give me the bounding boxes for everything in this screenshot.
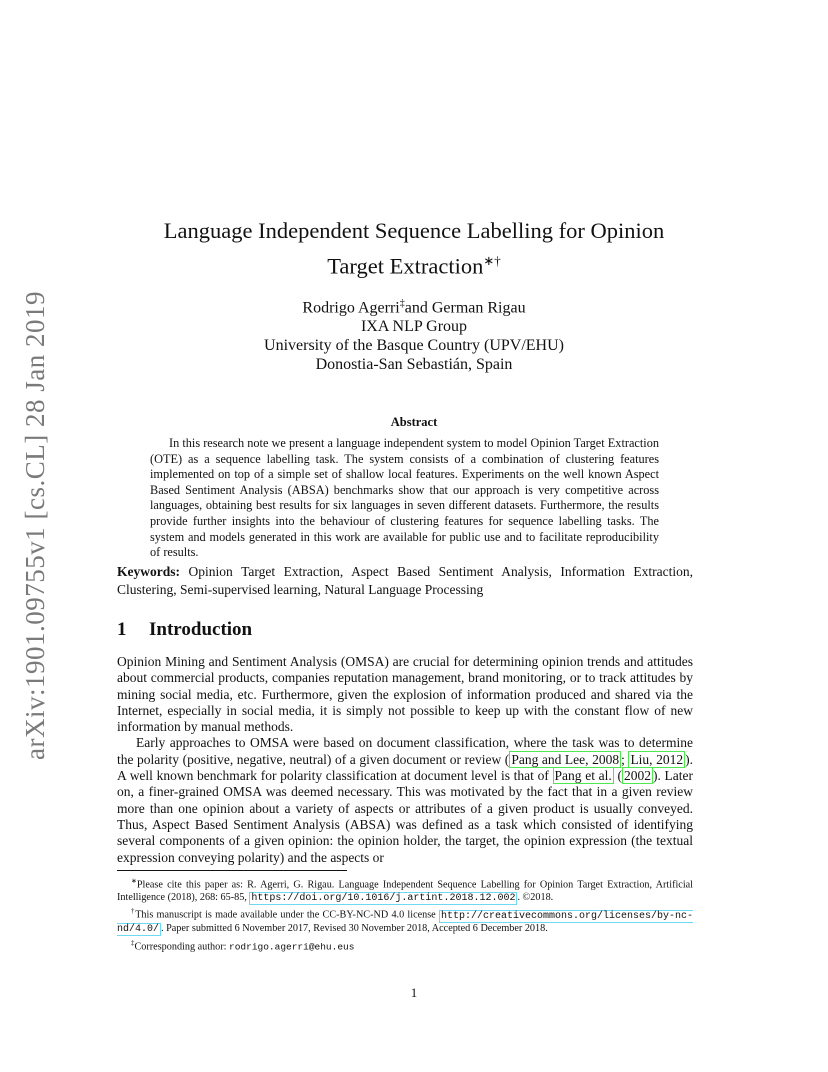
citation-link-liu[interactable]: Liu, 2012 bbox=[630, 751, 684, 767]
doi-link[interactable]: https://doi.org/10.1016/j.artint.2018.12.002 bbox=[251, 892, 516, 904]
intro-paragraph-2: Early approaches to OMSA were based on document classification, where the task was to determine the polarity (positive, negative, neutral) of a given document or review ( Pang and Lee, 2008 ; Liu, 2012 ). A well known benchmark for polarity classification at document level is that of Pang et al. ( 2002 ). Later on, a finer-grained OMSA was deemed necessary. This was motivated by the fact that in a given review more than one opinion about a variety of aspects or attributes of a given product is usually conveyed. Thus, Aspect Based Sentiment Analysis (ABSA) was defined as a task which consisted of identifying several components of a given opinion: the opinion holder, the target, the opinion expression (the textual expression conveying polarity) and the aspects or bbox=[117, 735, 693, 865]
author-group: IXA NLP Group bbox=[360, 318, 468, 336]
author-email: rodrigo.agerri@ehu.eus bbox=[229, 941, 355, 953]
footnote-divider bbox=[117, 870, 347, 871]
paper-title-line-2: Target Extraction∗† bbox=[327, 253, 501, 279]
license-link[interactable]: http://creativecommons.org/licenses/by-nc-nd/4.0/ bbox=[117, 910, 693, 936]
author-footnote-mark: ‡ bbox=[399, 298, 405, 309]
author-block bbox=[120, 294, 708, 374]
author-location: Donostia-San Sebastián, Spain bbox=[315, 356, 513, 374]
paper-title bbox=[120, 216, 708, 282]
introduction-body bbox=[117, 654, 693, 866]
citation-link-year-2002[interactable]: 2002 bbox=[623, 768, 651, 784]
abstract-text: In this research note we present a language independent system to model Opinion Target Extraction (OTE) as a sequence labelling task. The system consists of a combination of clustering features implemented on top of a simple set of shallow local features. Experiments on the well known Aspect Based Sentiment Analysis (ABSA) benchmarks show that our approach is very competitive across languages, obtaining best results for six languages in seven different datasets. Furthermore, the results provide further insights into the behaviour of clustering features for sequence labelling tasks. The system and models generated in this work are available for public use and to facilitate reproducibility of results. bbox=[150, 436, 659, 560]
footnote-2: †This manuscript is made available under the CC-BY-NC-ND 4.0 license http://creativecommons.org/licenses/by-nc-nd/4.0/ . Paper submitted 6 November 2017, Revised 30 November 2018, Accepted 6 December 2018. bbox=[117, 907, 693, 936]
citation-link-pang-et-al[interactable]: Pang et al. bbox=[554, 768, 612, 784]
footnote-3: ‡Corresponding author: rodrigo.agerri@ehu.eus bbox=[131, 938, 355, 953]
author-university: University of the Basque Country (UPV/EHU) bbox=[264, 337, 564, 355]
section-heading-introduction bbox=[117, 619, 252, 641]
arxiv-identifier-stamp: arXiv:1901.09755v1 [cs.CL] 28 Jan 2019 bbox=[20, 291, 50, 760]
footnotes-block bbox=[117, 875, 693, 954]
title-footnote-marks: ∗† bbox=[483, 253, 501, 268]
intro-paragraph-1: Opinion Mining and Sentiment Analysis (OMSA) are crucial for determining opinion trends and attitudes about commercial products, companies reputation management, brand monitoring, or to track attitudes by mining social media, etc. Furthermore, given the explosion of information produced and shared via the Internet, especially in social media, it is simply not possible to keep up with the constant flow of new information by manual methods. bbox=[117, 654, 693, 735]
keywords-label: Keywords: bbox=[117, 564, 180, 579]
keywords-text: Opinion Target Extraction, Aspect Based Sentiment Analysis, Information Extraction, Clustering, Semi-supervised learning, Natural Language Processing bbox=[117, 564, 694, 597]
author-names: Rodrigo Agerri‡and German Rigau bbox=[302, 298, 526, 317]
footnote-1: ∗Please cite this paper as: R. Agerri, G. Rigau. Language Independent Sequence Labelling for Opinion Target Extraction, Artificial Intelligence (2018), 268: 65-85, https://doi.org/10.1016/j.artint.2018.12.002 . ©2018. bbox=[117, 877, 693, 904]
section-number: 1 bbox=[117, 619, 127, 640]
abstract-heading: Abstract bbox=[390, 415, 438, 429]
citation-link-pang-lee[interactable]: Pang and Lee, 2008 bbox=[511, 751, 620, 767]
section-title: Introduction bbox=[149, 619, 253, 640]
keywords-paragraph bbox=[117, 563, 693, 598]
paper-title-line-1: Language Independent Sequence Labelling for Opinion bbox=[163, 218, 665, 243]
page-number: 1 bbox=[410, 985, 418, 1000]
